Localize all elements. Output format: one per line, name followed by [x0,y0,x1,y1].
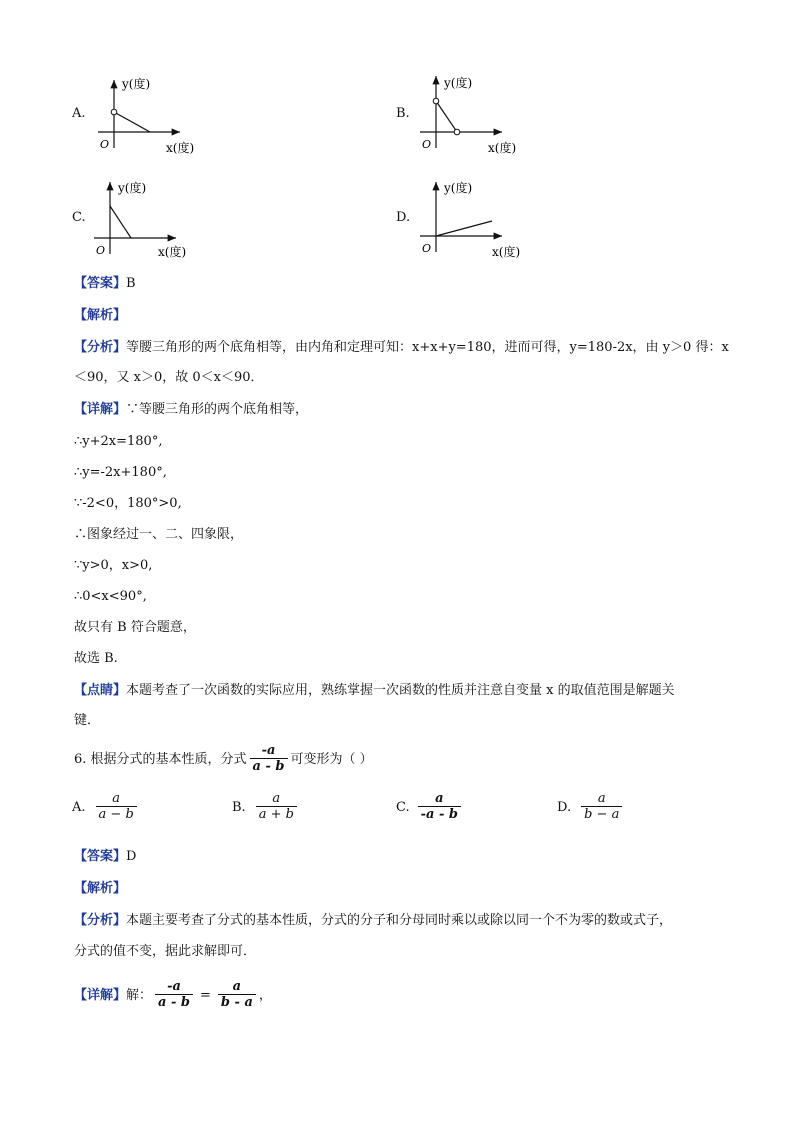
q5-analysis-line [74,308,126,324]
graph-a [92,70,212,160]
y-axis-label: y(度) [444,76,473,90]
lhs-fraction [155,980,193,1011]
q5-answer-line [74,276,136,292]
option-label: C. [396,800,410,815]
origin-label: O [96,244,106,257]
q6-option-b [232,792,300,823]
q5-fenxi-line-1 [74,340,729,356]
origin-label: O [422,242,432,255]
q5-detail-line-7: ∴0<x<90°, [74,589,147,604]
fraction-numerator: a [597,791,606,806]
y-axis-label: y(度) [122,77,151,91]
option-label: A. [72,800,86,815]
q6-fenxi-line-1 [74,913,672,929]
q6-stem-suffix: 可变形为（ ） [290,752,373,767]
fraction-denominator: a - b [155,994,193,1011]
analysis-tag: 【解析】 [74,308,127,323]
answer-tag: 【答案】 [74,276,127,291]
analysis-tag: 【解析】 [74,881,127,896]
option-fraction [418,792,461,823]
fraction-numerator: -a [167,979,181,994]
fraction-numerator: a [232,979,242,994]
y-axis-label: y(度) [444,181,473,195]
fraction-numerator: a [272,791,281,806]
equals-sign: = [200,988,211,1003]
x-axis-label: x(度) [492,245,521,259]
option-a-label: A. [72,106,86,121]
graph-b [414,70,534,160]
fraction-denominator: a - b [250,758,288,775]
q5-detail-line-1 [74,402,308,418]
fraction-denominator: a − b [96,806,137,823]
q6-option-d [557,792,625,823]
fenxi-text-1: 本题主要考查了分式的基本性质，分式的分子和分母同时乘以或除以同一个不为零的数或式子， [126,913,673,928]
detail-prefix: 解： [126,988,153,1003]
q5-detail-line-9: 故选 B. [74,651,118,666]
graph-c [88,176,208,266]
graph-d [414,176,534,266]
q5-detail-line-3: ∴y=-2x+180°, [74,465,167,480]
dianjing-tag: 【点睛】 [74,683,127,698]
detail-text-1: ∵等腰三角形的两个底角相等， [126,402,309,417]
q5-dianjing-line-1 [74,683,675,699]
q6-option-a [72,792,140,823]
x-axis-label: x(度) [166,141,195,155]
fenxi-text-1: 等腰三角形的两个底角相等，由内角和定理可知：x+x+y=180，进而可得，y=180-2x，由 y＞0 得：x [126,340,729,355]
q5-detail-line-4: ∵-2<0，180°>0, [74,496,182,511]
q6-option-c [396,792,464,823]
detail-tag: 【详解】 [74,402,127,417]
fraction-denominator: -a - b [418,806,461,823]
q5-detail-line-8: 故只有 B 符合题意， [74,620,196,635]
y-axis-label: y(度) [118,181,147,195]
detail-tag: 【详解】 [74,988,127,1003]
x-axis-label: x(度) [158,245,187,259]
fraction-numerator: a [435,791,444,806]
option-d-label: D. [396,210,411,225]
option-c-label: C. [72,210,86,225]
dianjing-text-1: 本题考查了一次函数的实际应用，熟练掌握一次函数的性质并注意自变量 x 的取值范围是解题关 [126,683,675,698]
fraction-denominator: a + b [256,806,297,823]
q6-analysis-line [74,881,126,897]
origin-label: O [422,138,432,151]
q5-fenxi-line-2: ＜90，又 x＞0，故 0＜x＜90． [74,370,264,385]
q6-stem-fraction [250,744,288,775]
q6-stem-prefix: 6. 根据分式的基本性质，分式 [74,752,247,767]
q6-fenxi-line-2: 分式的值不变，据此求解即可． [74,944,257,959]
q6-detail-line [74,980,272,1012]
q5-detail-line-2: ∴y+2x=180°, [74,434,163,449]
fraction-denominator: b − a [581,806,622,823]
q5-detail-line-5: ∴图象经过一、二、四象限， [74,527,244,542]
fraction-denominator: b - a [218,994,256,1011]
q5-detail-line-6: ∵y>0，x>0, [74,558,153,573]
q6-stem [74,744,373,775]
option-label: B. [232,800,246,815]
origin-label: O [100,138,110,151]
option-label: D. [557,800,572,815]
option-fraction [96,792,137,823]
x-axis-label: x(度) [488,141,517,155]
option-fraction [256,792,297,823]
fraction-numerator: -a [261,743,276,758]
q6-answer-line [74,849,136,865]
rhs-fraction [218,980,256,1011]
fraction-numerator: a [112,791,121,806]
option-fraction [581,792,622,823]
fenxi-tag: 【分析】 [74,340,127,355]
detail-suffix: ， [258,988,272,1003]
answer-tag: 【答案】 [74,849,127,864]
option-b-label: B. [396,106,410,121]
answer-value: D [126,849,137,864]
answer-value: B [126,276,136,291]
q5-dianjing-line-2: 键． [74,713,101,728]
fenxi-tag: 【分析】 [74,913,127,928]
